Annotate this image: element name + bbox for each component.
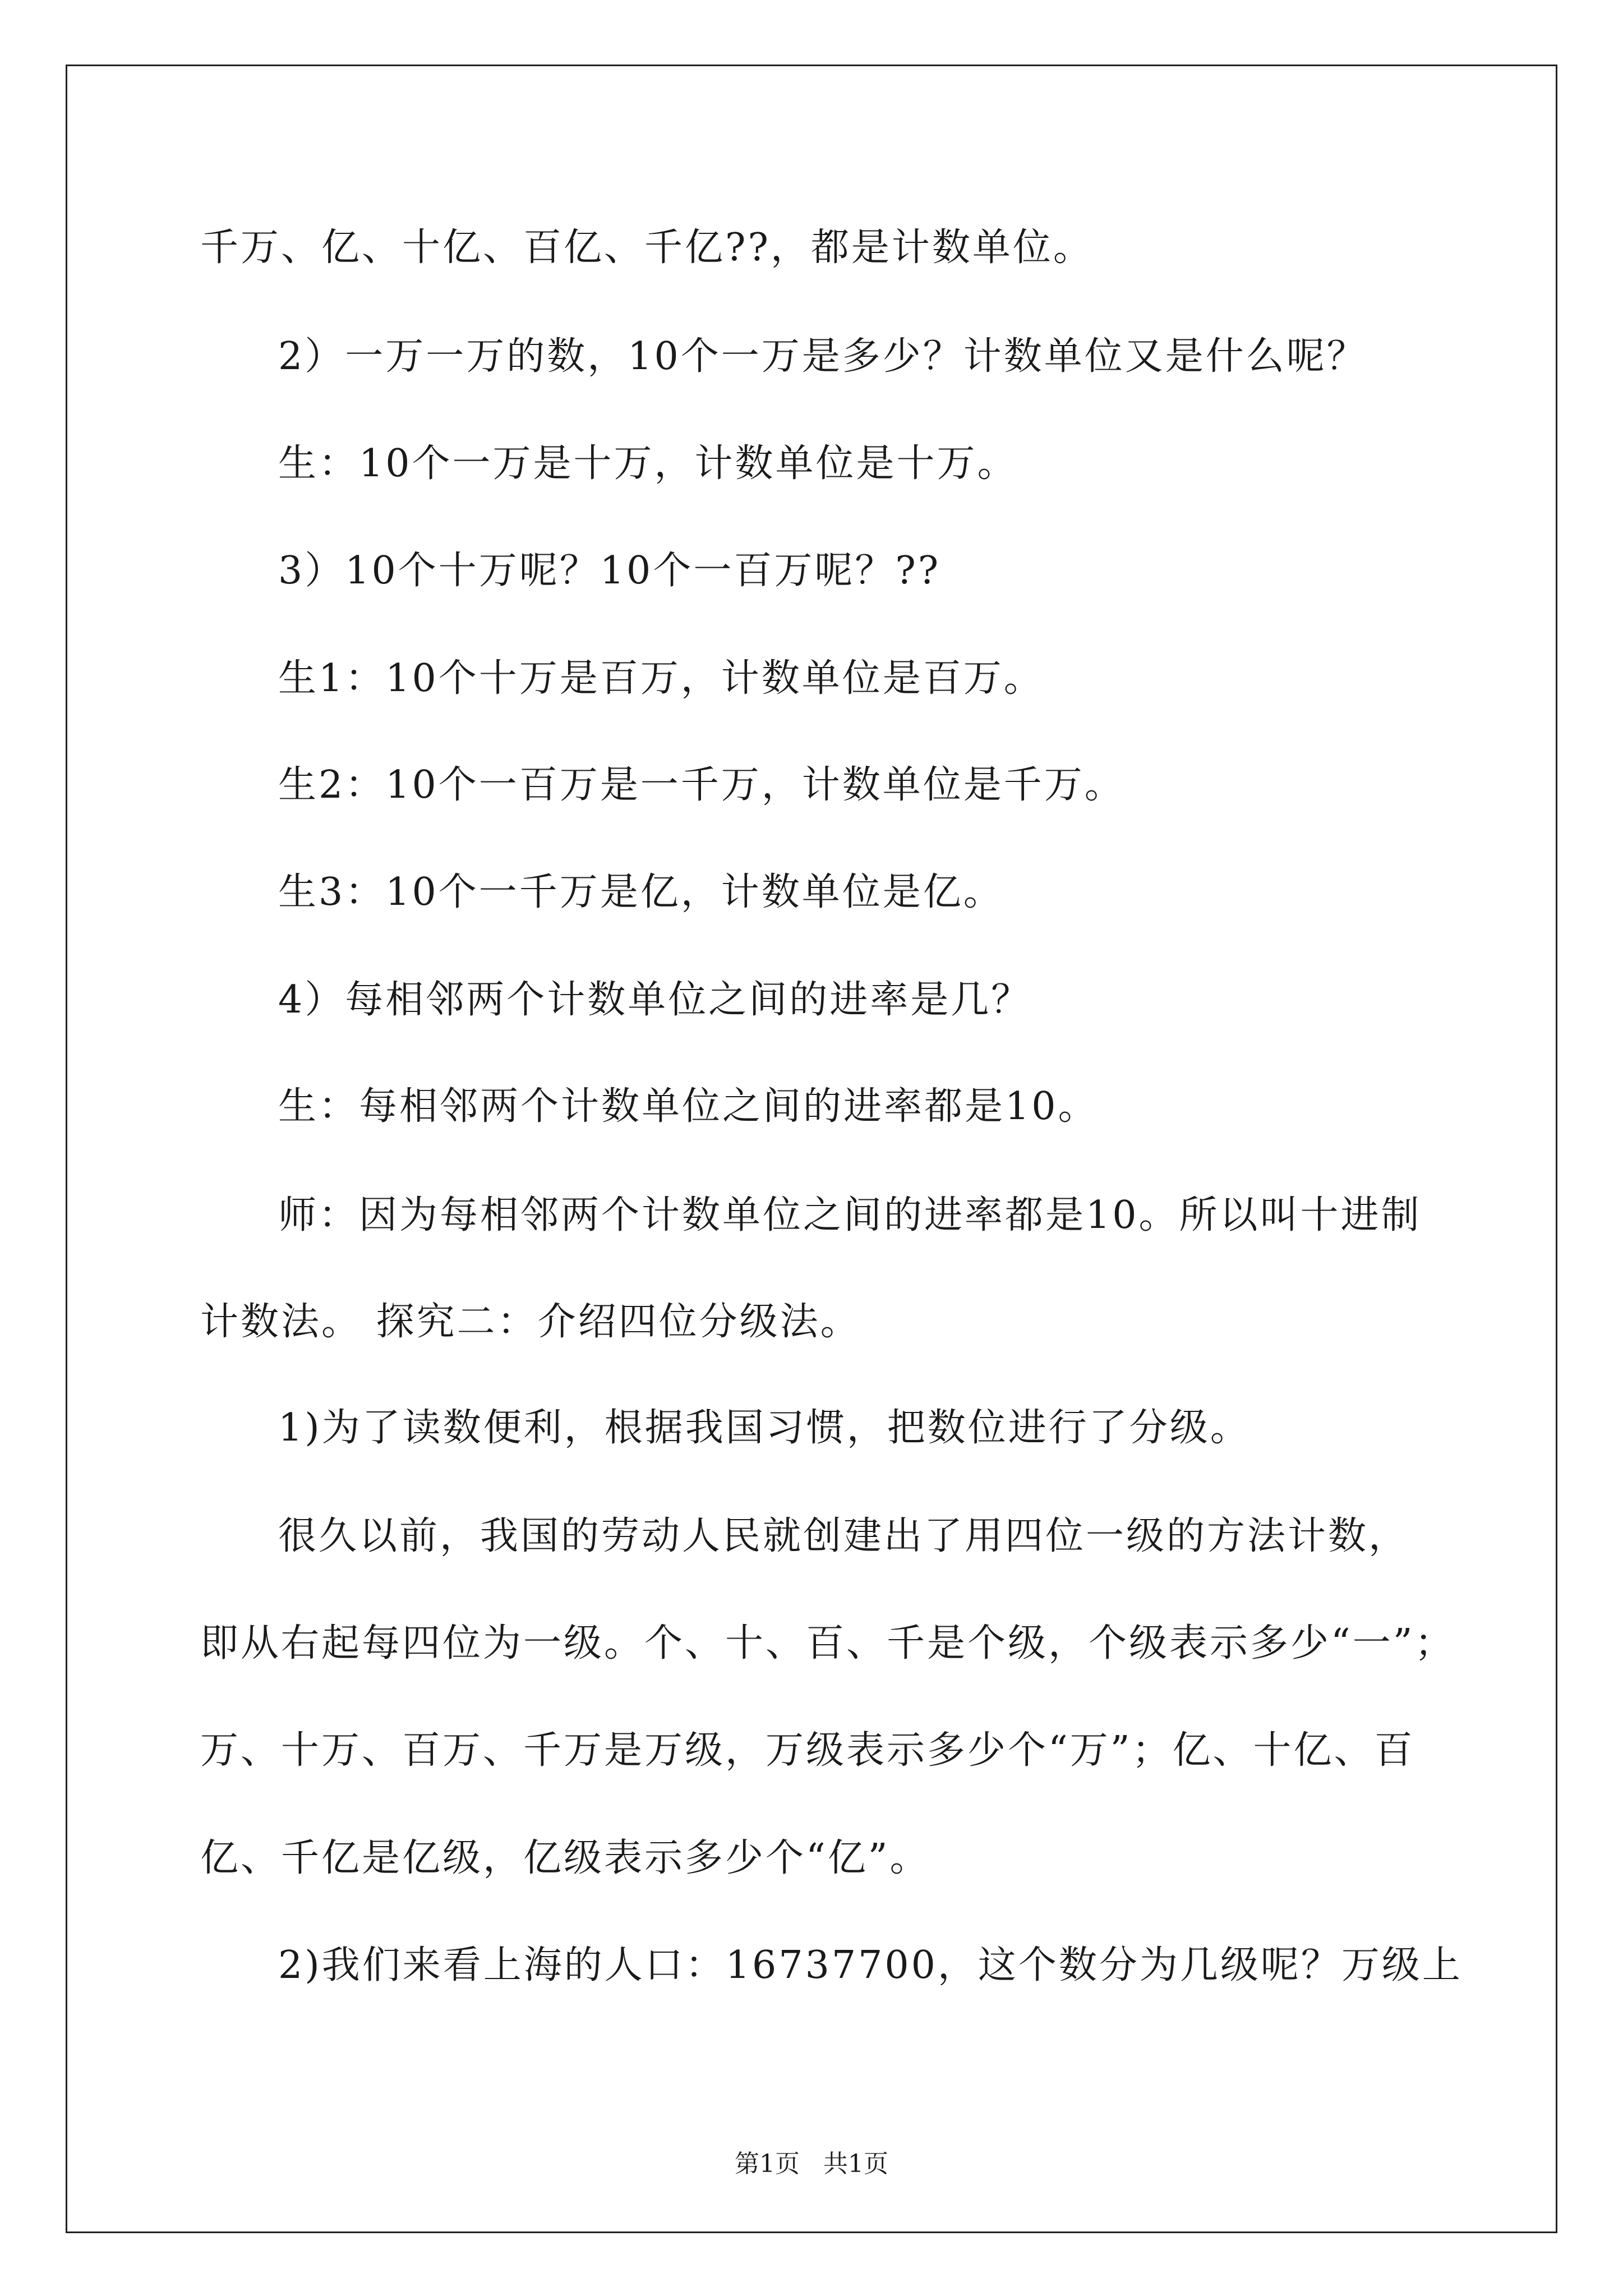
text-line: 亿、千亿是亿级，亿级表示多少个“亿”。 (200, 1836, 930, 1880)
text-line: 千万、亿、十亿、百亿、千亿??，都是计数单位。 (200, 226, 1094, 270)
text-line: 4）每相邻两个计数单位之间的进率是几？ (278, 978, 1032, 1022)
text-line: 计数法。 探究二：介绍四位分级法。 (200, 1300, 861, 1344)
text-line: 很久以前，我国的劳动人民就创建出了用四位一级的方法计数， (278, 1514, 1409, 1558)
text-line: 2）一万一万的数，10个一万是多少？计数单位又是什么呢？ (278, 334, 1367, 379)
text-line: 生：每相邻两个计数单位之间的进率都是10。 (278, 1084, 1099, 1129)
text-line: 1)为了读数便利，根据我国习惯，把数位进行了分级。 (278, 1406, 1251, 1450)
text-line: 生1：10个十万是百万，计数单位是百万。 (278, 656, 1044, 701)
text-line: 生3：10个一千万是亿，计数单位是亿。 (278, 870, 1004, 914)
text-line: 生：10个一万是十万，计数单位是十万。 (278, 441, 1018, 486)
text-line: 生2：10个一百万是一千万，计数单位是千万。 (278, 763, 1125, 807)
text-line: 即从右起每四位为一级。个、十、百、千是个级，个级表示多少“一”； (200, 1621, 1455, 1665)
page-border (66, 65, 1557, 2233)
text-line: 3）10个十万呢？10个一百万呢？?? (278, 549, 941, 593)
page-number-footer: 第1页 共1页 (735, 2150, 888, 2178)
text-line: 万、十万、百万、千万是万级，万级表示多少个“万”；亿、十亿、百 (200, 1728, 1415, 1773)
text-line: 师：因为每相邻两个计数单位之间的进率都是10。所以叫十进制 (278, 1193, 1422, 1237)
text-line: 2)我们来看上海的人口：16737700，这个数分为几级呢？万级上 (278, 1943, 1463, 1987)
